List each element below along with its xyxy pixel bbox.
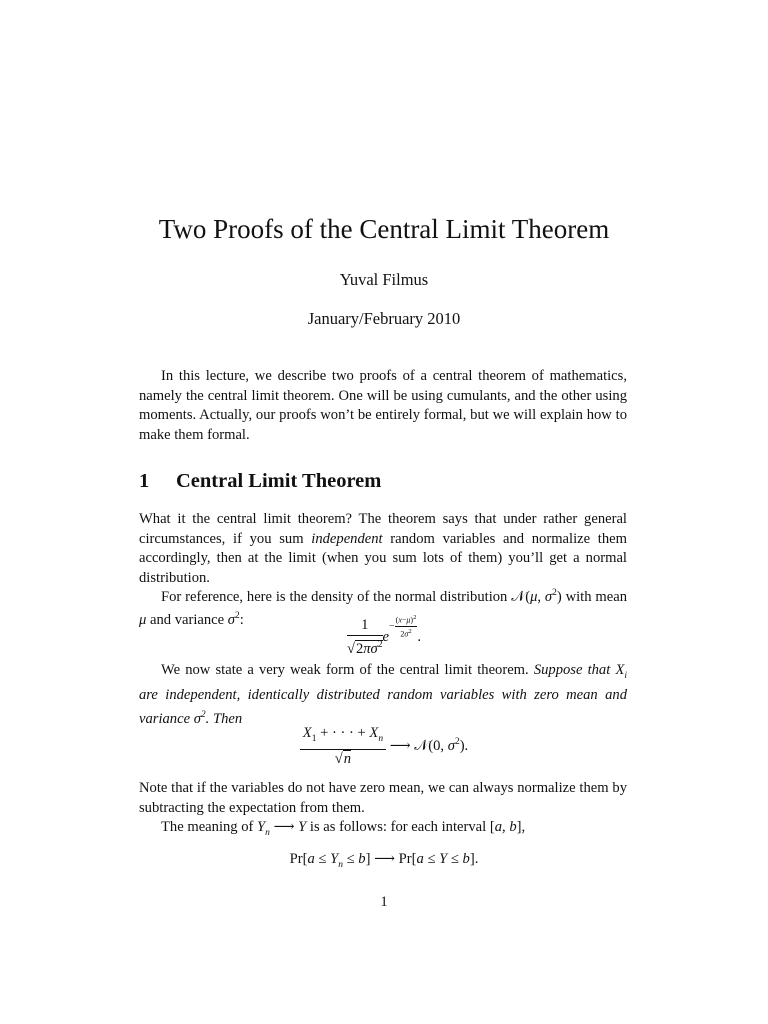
paragraph-2: For reference, here is the density of the normal distribution 𝒩(μ, $\sigma^2$) with mean μ and variance $\sigma^2$:	[139, 588, 627, 629]
section-heading	[139, 470, 381, 493]
abstract: In this lecture, we describe two proofs of a central theorem of mathematics, namely the central limit theorem. One will be using cumulants, and the other using moments. Actually, our proofs won’t be entirely formal, but we will explain how to make them formal.	[139, 368, 627, 443]
paragraph-1: What it the central limit theorem? The theorem says that under rather general circumstances, if you sum independent random variables and normalize them accordingly, then at the limit (when you sum lots of them) you’ll get a normal distribution.	[139, 511, 627, 586]
equation-clt: $\frac{X_1 + \cdot \cdot \cdot + X_n}{√n}$ ⟶ 𝒩(0, $\sigma^2$).	[0, 724, 768, 769]
page-number: 1	[380, 894, 388, 910]
math-sigma-sq: $\sigma^2$	[227, 611, 240, 629]
section-number: 1	[139, 470, 150, 492]
math-xi: $X_i$	[615, 662, 627, 681]
math-mu: μ	[139, 612, 147, 629]
section-title: Central Limit Theorem	[176, 470, 382, 492]
equation-normal-density: $\frac{1}{√2\pi\sigma^2}$ e − $\frac{(x-\mu)^2}{2\sigma^2}$ .	[346, 614, 422, 657]
paragraph-5: The meaning of $Y_n$ ⟶ Y is as follows: for each interval [a, b],	[161, 819, 526, 838]
paragraph-3: We now state a very weak form of the central limit theorem. Suppose that $X_i$ are independent, identically distributed random variables with zero mean and variance $\sigma^2$. Then	[139, 662, 627, 727]
paragraph-4: Note that if the variables do not have zero mean, we can always normalize them by subtracting the expectation from them.	[139, 780, 627, 816]
paper-title: Two Proofs of the Central Limit Theorem	[158, 214, 610, 244]
math-normal-dist: 𝒩(μ, $\sigma^2$)	[511, 588, 562, 605]
paper-date: January/February 2010	[307, 309, 461, 328]
paper-author: Yuval Filmus	[339, 270, 429, 289]
emphasis-independent: independent	[311, 530, 383, 547]
math-sigma-sq-2: $\sigma^2$	[193, 709, 206, 727]
equation-convergence: $Pr[a \le Y_n \le b]$ ⟶ Pr[a ≤ Y ≤ b].	[289, 851, 479, 870]
math-yn-to-y: $Y_n$	[257, 819, 270, 838]
